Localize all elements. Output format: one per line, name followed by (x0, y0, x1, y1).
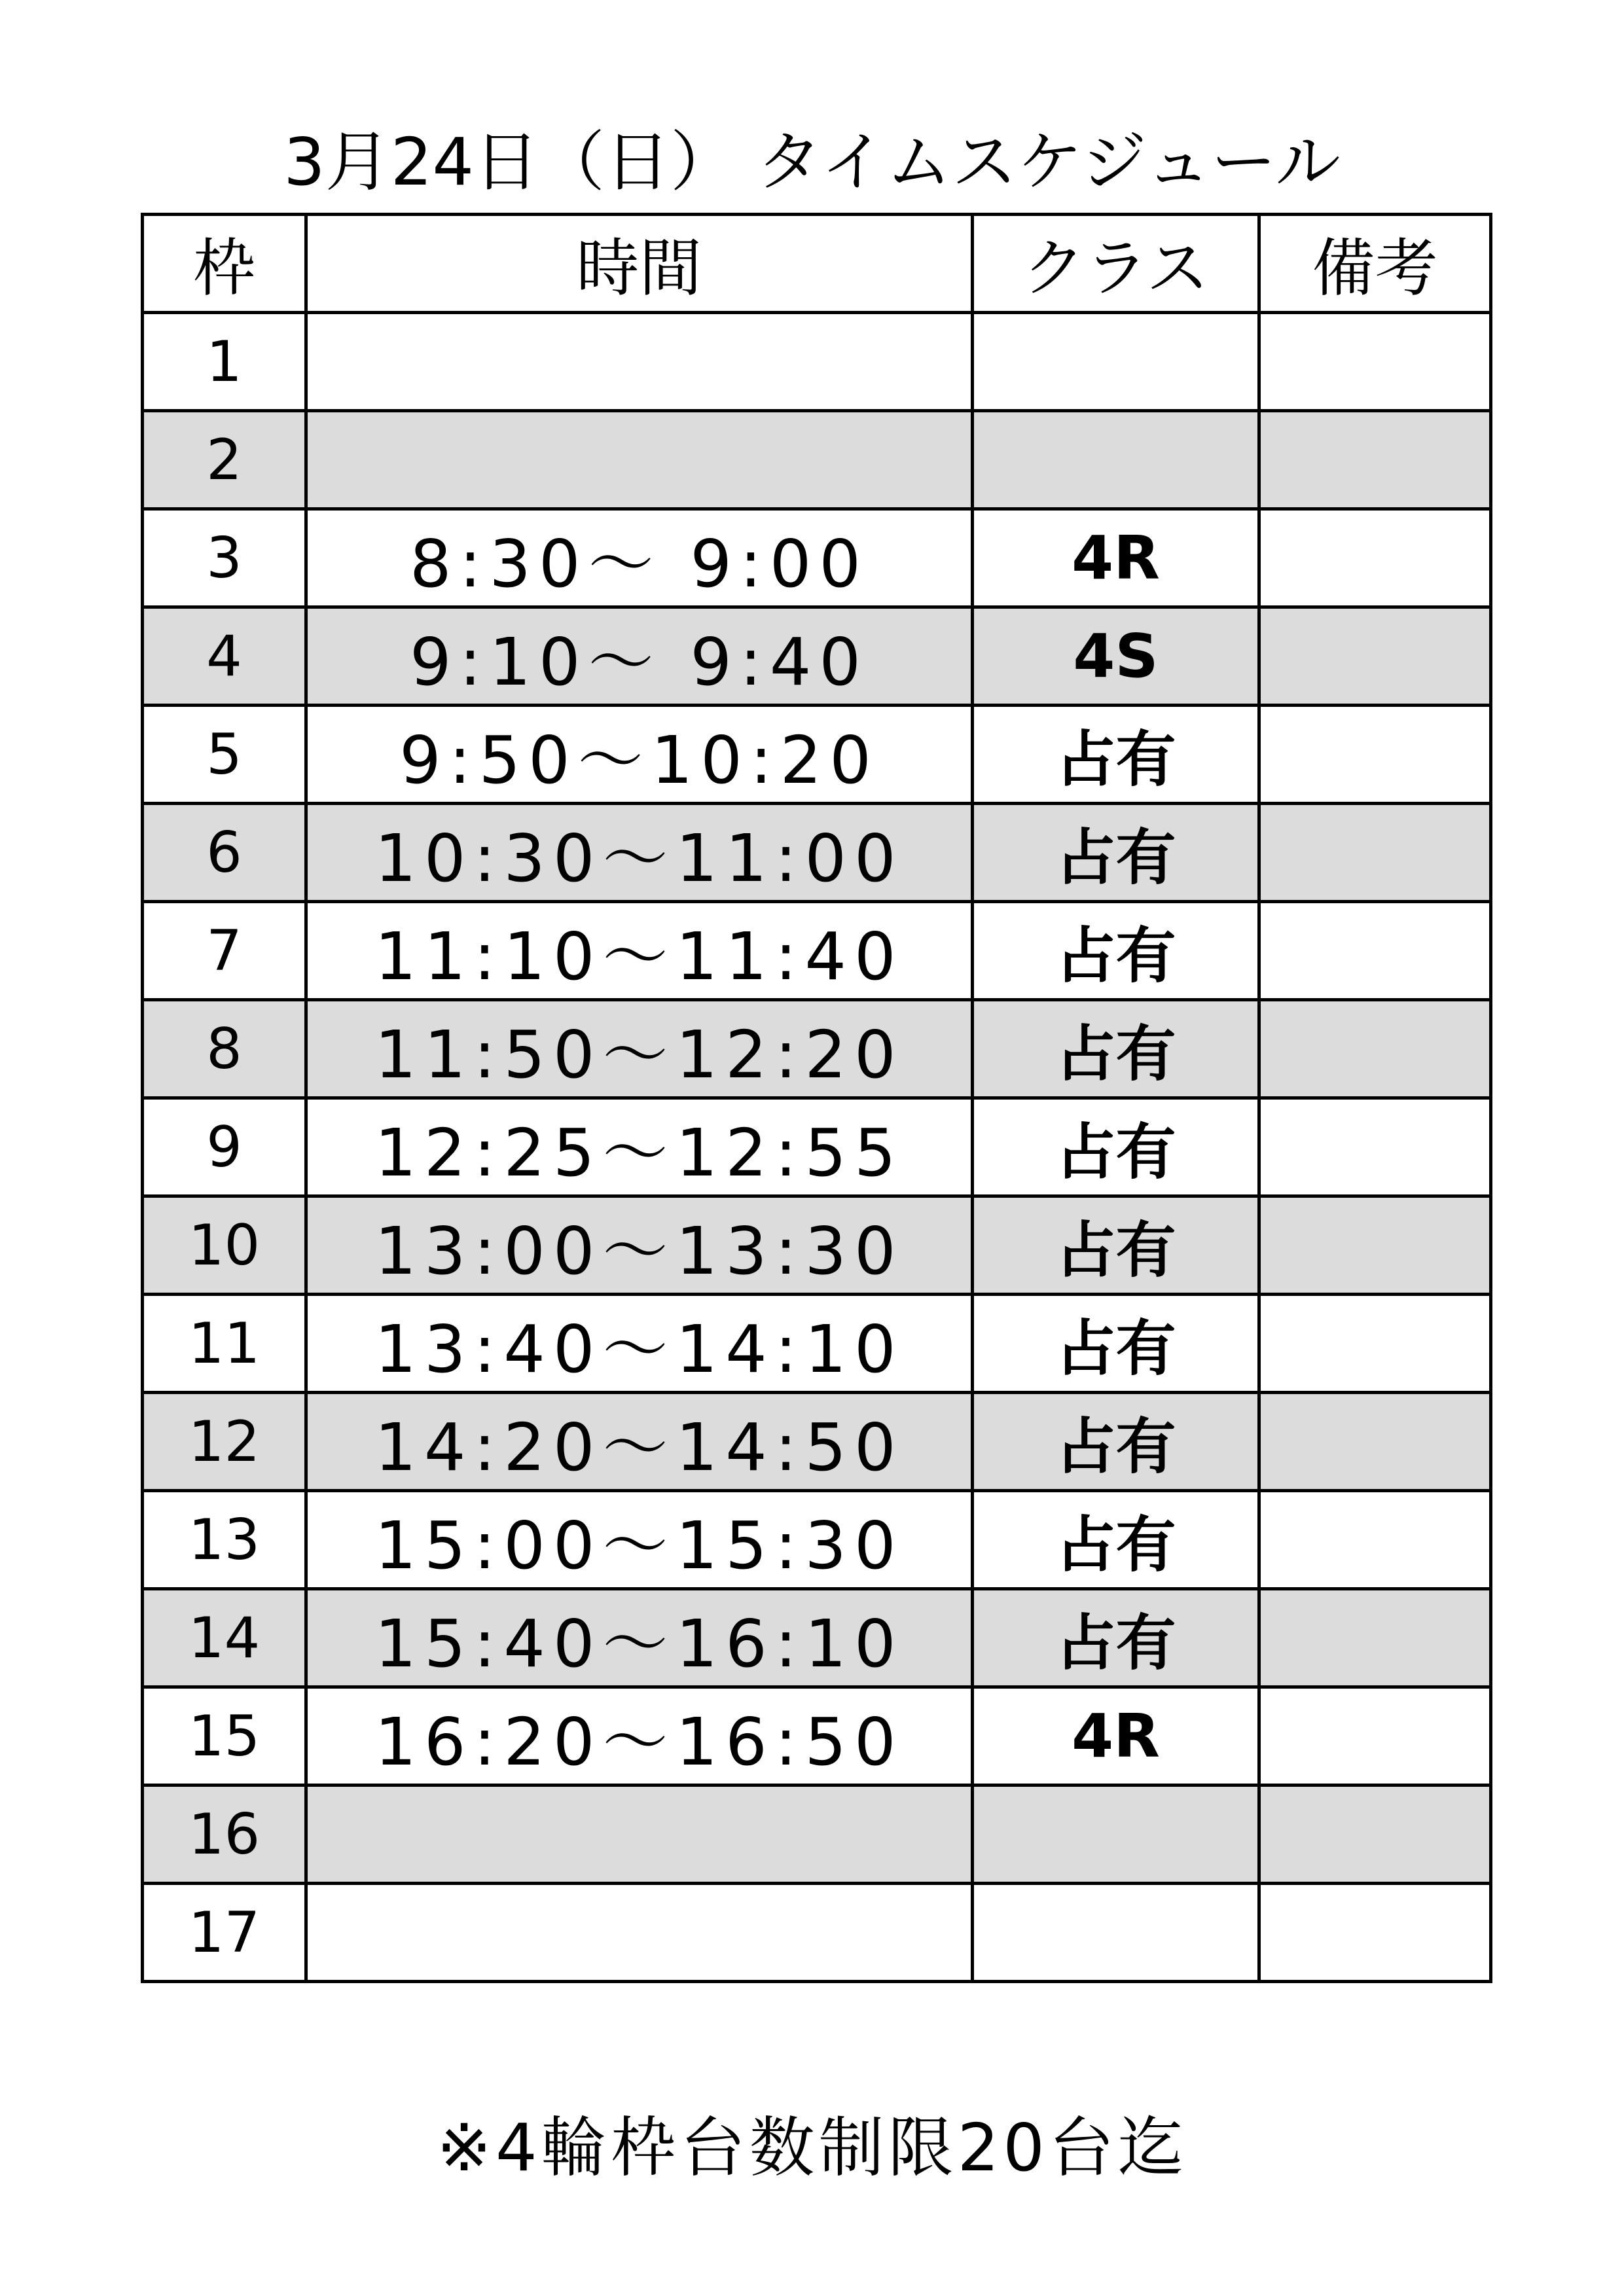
table-row (143, 804, 1491, 902)
note-cell (1259, 313, 1491, 411)
time-cell: 9:10～ 9:40 (306, 607, 973, 706)
note-cell (1259, 1196, 1491, 1295)
table-row (143, 1000, 1491, 1098)
table-row (143, 1491, 1491, 1589)
time-cell: 15:00～15:30 (306, 1491, 973, 1589)
note-cell (1259, 1393, 1491, 1491)
note-cell (1259, 1000, 1491, 1098)
class-cell: 占有 (973, 706, 1259, 804)
class-cell: 4S (973, 607, 1259, 706)
note-cell (1259, 1589, 1491, 1687)
footnote: ※4輪枠台数制限20台迄 (437, 2109, 1187, 2186)
slot-cell: 3 (143, 509, 306, 607)
class-cell: 占有 (973, 1098, 1259, 1196)
note-cell (1259, 1491, 1491, 1589)
time-cell: 9:50～10:20 (306, 706, 973, 804)
slot-cell: 13 (143, 1491, 306, 1589)
table-row (143, 1785, 1491, 1884)
time-cell (306, 1884, 973, 1982)
table-row (143, 706, 1491, 804)
class-cell: 占有 (973, 1491, 1259, 1589)
note-cell (1259, 607, 1491, 706)
time-cell: 15:40～16:10 (306, 1589, 973, 1687)
slot-cell: 15 (143, 1687, 306, 1785)
time-cell: 10:30～11:00 (306, 804, 973, 902)
slot-cell: 4 (143, 607, 306, 706)
time-cell (306, 313, 973, 411)
class-cell: 占有 (973, 1295, 1259, 1393)
time-cell: 16:20～16:50 (306, 1687, 973, 1785)
note-cell (1259, 1884, 1491, 1982)
header-slot: 枠 (143, 215, 306, 313)
header-time: 時間 (306, 215, 973, 313)
table-row (143, 1589, 1491, 1687)
slot-cell: 17 (143, 1884, 306, 1982)
table-row (143, 313, 1491, 411)
table-row (143, 902, 1491, 1000)
slot-cell: 9 (143, 1098, 306, 1196)
slot-cell: 8 (143, 1000, 306, 1098)
slot-cell: 10 (143, 1196, 306, 1295)
time-cell (306, 411, 973, 509)
note-cell (1259, 804, 1491, 902)
time-cell: 11:50～12:20 (306, 1000, 973, 1098)
note-cell (1259, 706, 1491, 804)
class-cell: 4R (973, 509, 1259, 607)
slot-cell: 12 (143, 1393, 306, 1491)
page-title: 3月24日（日） タイムスケジュール (283, 124, 1341, 200)
note-cell (1259, 411, 1491, 509)
class-cell (973, 313, 1259, 411)
class-cell (973, 411, 1259, 509)
time-cell: 13:00～13:30 (306, 1196, 973, 1295)
note-cell (1259, 1295, 1491, 1393)
note-cell (1259, 1687, 1491, 1785)
slot-cell: 11 (143, 1295, 306, 1393)
table-row (143, 1098, 1491, 1196)
table-row (143, 411, 1491, 509)
header-note: 備考 (1259, 215, 1491, 313)
class-cell (973, 1884, 1259, 1982)
slot-cell: 6 (143, 804, 306, 902)
table-row (143, 1884, 1491, 1982)
note-cell (1259, 509, 1491, 607)
class-cell: 占有 (973, 1393, 1259, 1491)
class-cell: 占有 (973, 1589, 1259, 1687)
time-cell (306, 1785, 973, 1884)
class-cell: 占有 (973, 1196, 1259, 1295)
table-row (143, 607, 1491, 706)
time-cell: 14:20～14:50 (306, 1393, 973, 1491)
schedule-body (143, 313, 1491, 1982)
class-cell (973, 1785, 1259, 1884)
note-cell (1259, 1785, 1491, 1884)
table-row (143, 1295, 1491, 1393)
table-row (143, 1393, 1491, 1491)
slot-cell: 1 (143, 313, 306, 411)
table-row (143, 1196, 1491, 1295)
time-cell: 8:30～ 9:00 (306, 509, 973, 607)
class-cell: 占有 (973, 902, 1259, 1000)
class-cell: 占有 (973, 804, 1259, 902)
slot-cell: 7 (143, 902, 306, 1000)
table-row (143, 509, 1491, 607)
header-class: クラス (973, 215, 1259, 313)
note-cell (1259, 902, 1491, 1000)
slot-cell: 16 (143, 1785, 306, 1884)
time-cell: 12:25～12:55 (306, 1098, 973, 1196)
schedule-table (141, 213, 1492, 1983)
time-cell: 11:10～11:40 (306, 902, 973, 1000)
time-cell: 13:40～14:10 (306, 1295, 973, 1393)
class-cell: 占有 (973, 1000, 1259, 1098)
note-cell (1259, 1098, 1491, 1196)
table-header-row (143, 215, 1491, 313)
class-cell: 4R (973, 1687, 1259, 1785)
slot-cell: 5 (143, 706, 306, 804)
table-row (143, 1687, 1491, 1785)
slot-cell: 14 (143, 1589, 306, 1687)
slot-cell: 2 (143, 411, 306, 509)
